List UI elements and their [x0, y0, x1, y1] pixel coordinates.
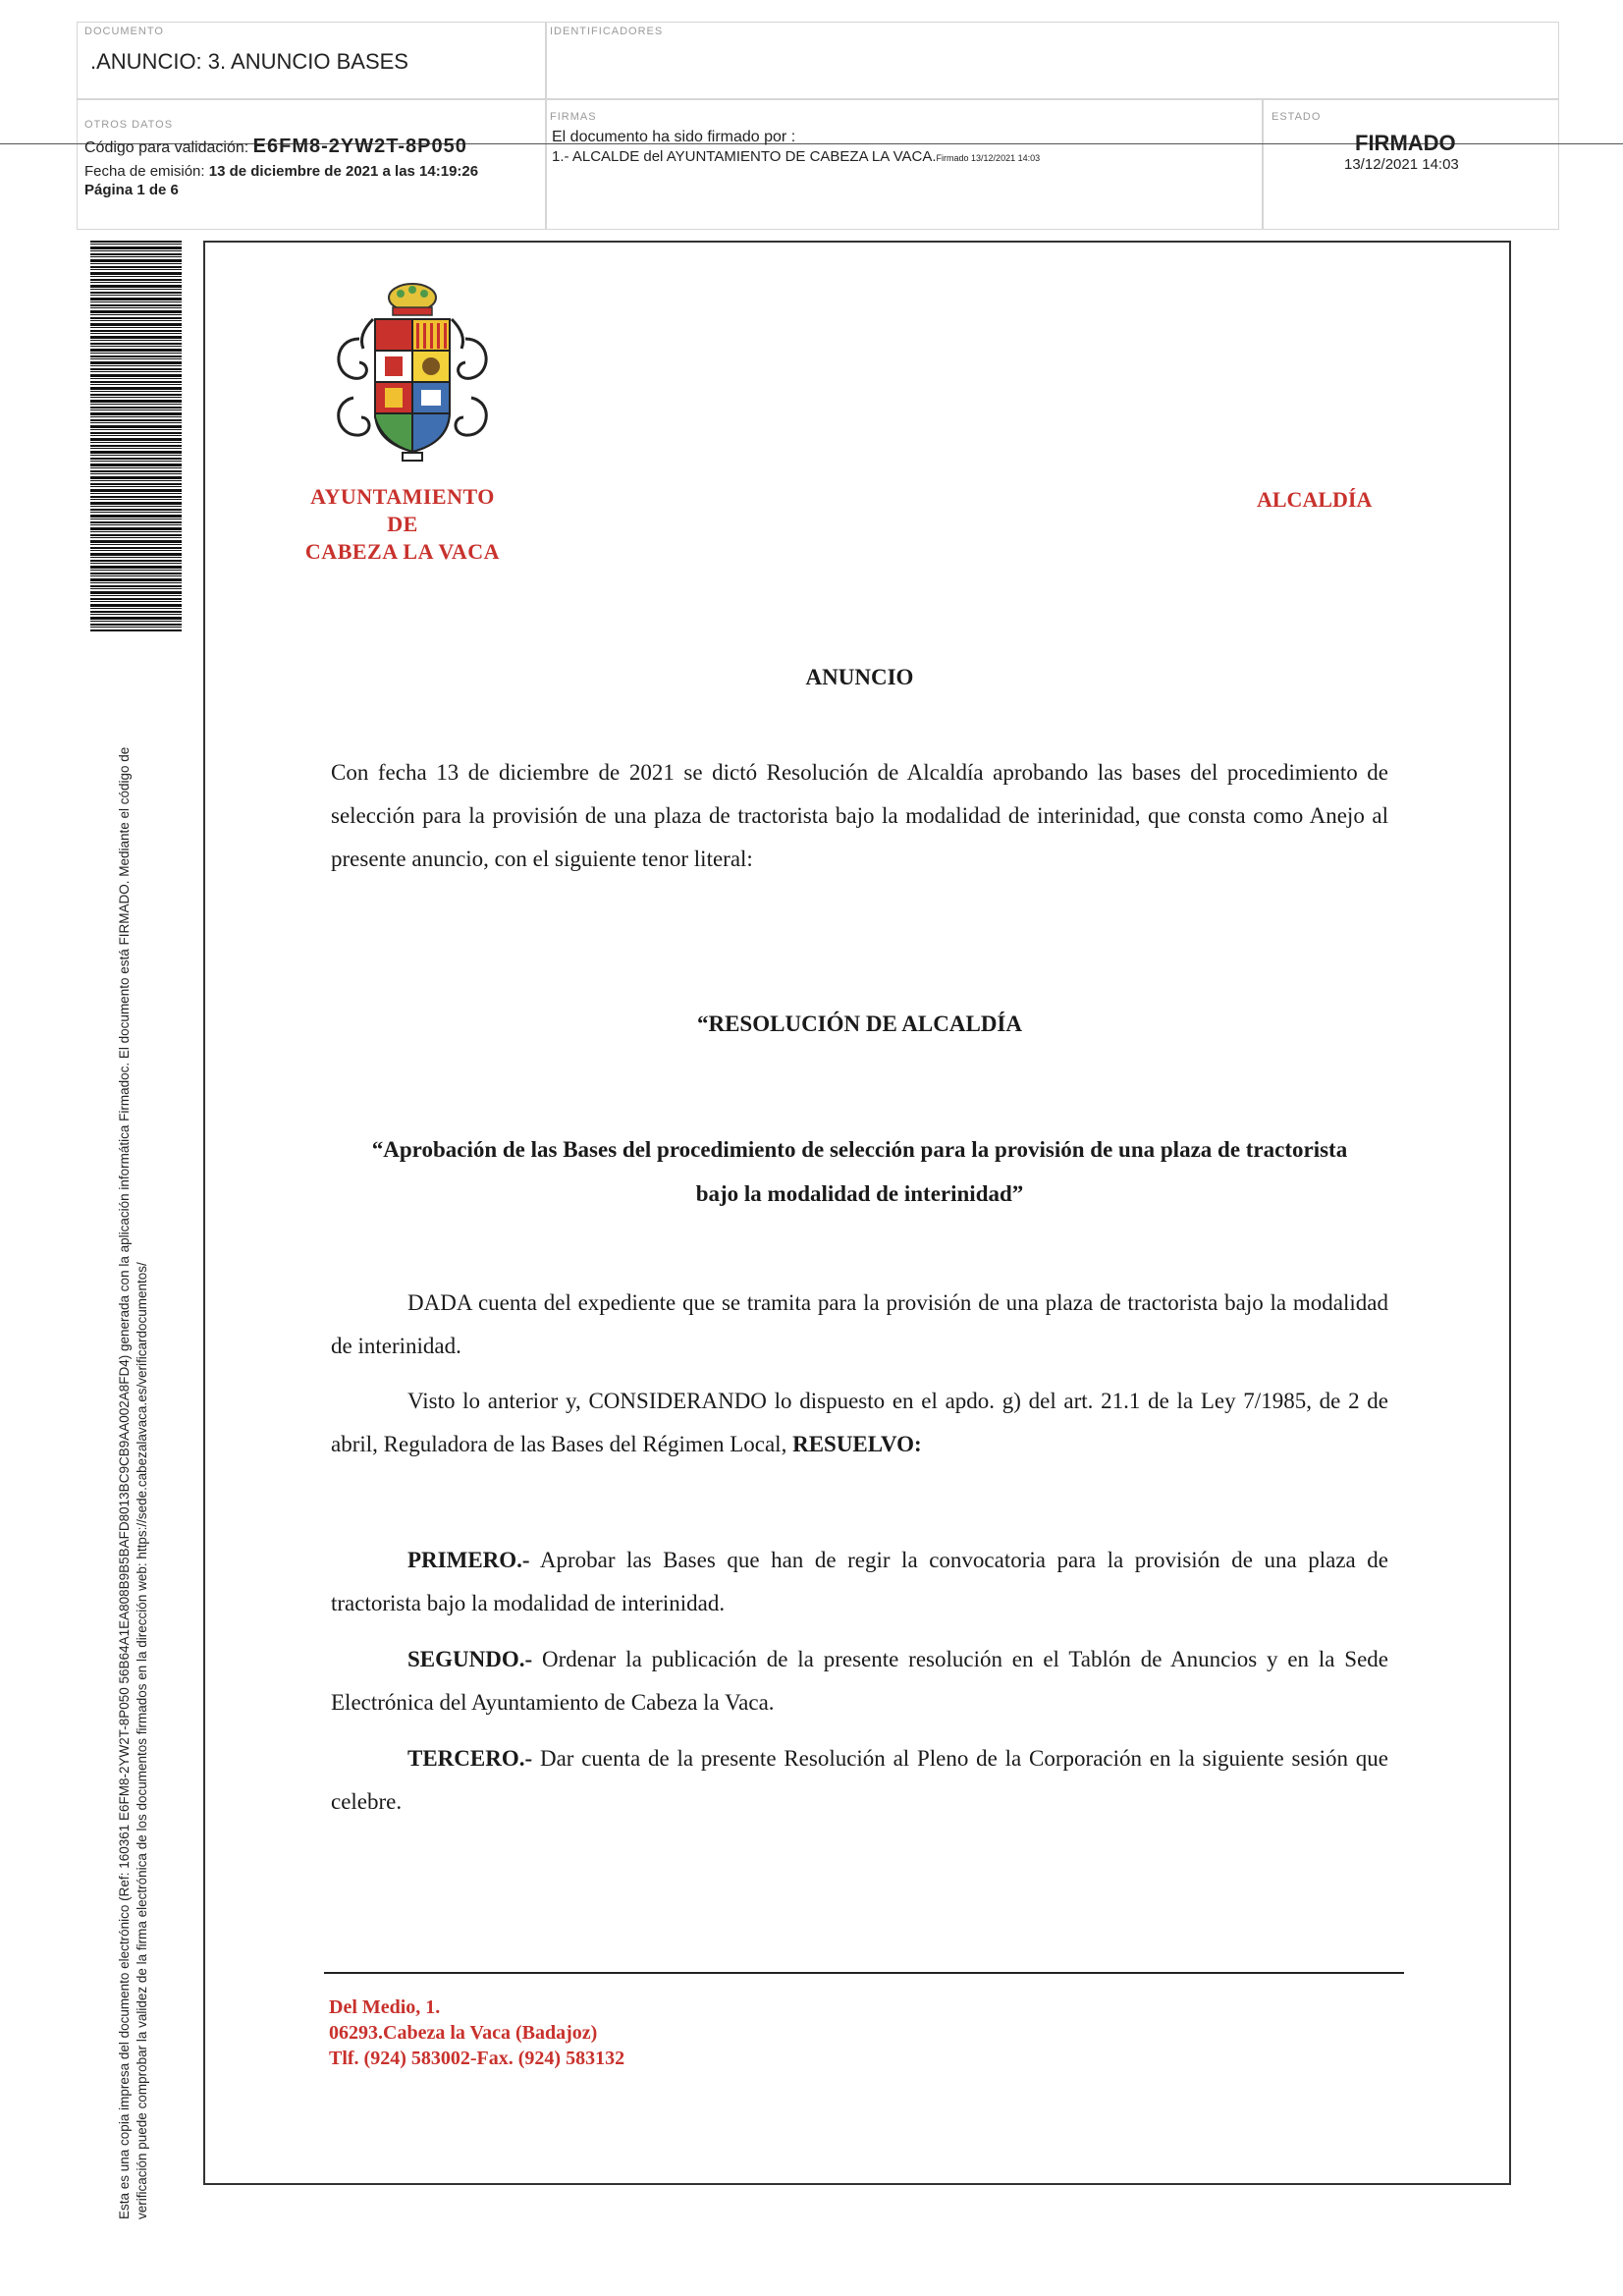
status-date: 13/12/2021 14:03 [1344, 156, 1459, 173]
footer-address-line2: 06293.Cabeza la Vaca (Badajoz) [329, 2022, 598, 2044]
issue-date-row [84, 162, 478, 181]
primero-label: PRIMERO.- [407, 1548, 530, 1572]
resolution-title: “RESOLUCIÓN DE ALCALDÍA [696, 1011, 1022, 1036]
intro-paragraph: Con fecha 13 de diciembre de 2021 se dictó Resolución de Alcaldía aprobando las bases del procedimiento de selección para la provisión de una plaza de tractorista bajo la modalidad de interinidad, que consta como Anejo al presente anuncio, con el siguiente tenor literal: [331, 760, 1388, 871]
segundo-text: Ordenar la publicación de la presente resolución en el Tablón de Anuncios y en la Sede Electrónica del Ayuntamiento de Cabeza la Vaca. [331, 1647, 1389, 1715]
org-name [255, 483, 550, 566]
signer-row [552, 147, 1040, 168]
org-name-line2: DE [387, 512, 418, 536]
department-name: ALCALDÍA [1257, 487, 1373, 512]
barcode [90, 241, 182, 631]
resolution-subject [331, 1127, 1388, 1216]
footer-phone: Tlf. (924) 583002-Fax. (924) 583132 [329, 2048, 625, 2069]
doc-title: .ANUNCIO: 3. ANUNCIO BASES [90, 49, 408, 74]
paragraph-visto-text: Visto lo anterior y, CONSIDERANDO lo dispuesto en el apdo. g) del art. 21.1 de la Ley 7/1985, de 2 de abril, Reguladora de las Bases del Régimen Local, [331, 1389, 1388, 1456]
footer-divider [324, 1972, 1404, 1974]
tercero-label: TERCERO.- [407, 1746, 533, 1771]
primero-text: Aprobar las Bases que han de regir la convocatoria para la provisión de una plaza de tractorista bajo la modalidad de interinidad. [331, 1548, 1388, 1615]
heading: ANUNCIO [805, 665, 914, 689]
tercero-text: Dar cuenta de la presente Resolución al Pleno de la Corporación en la siguiente sesión que celebre. [331, 1746, 1389, 1814]
issue-label: Fecha de emisión: [84, 163, 205, 180]
resuelvo-label: RESUELVO: [792, 1432, 922, 1456]
doc-label: DOCUMENTO [84, 26, 164, 37]
header-divider-status [1262, 98, 1264, 230]
signer-stamp: Firmado 13/12/2021 14:03 [936, 153, 1041, 163]
paragraph-dada [331, 1282, 1388, 1368]
status-label: ESTADO [1271, 111, 1322, 123]
validation-code: E6FM8-2YW2T-8P050 [252, 136, 467, 157]
org-name-line1: AYUNTAMIENTO [310, 484, 495, 509]
ident-label: IDENTIFICADORES [550, 26, 664, 37]
other-data-label: OTROS DATOS [84, 119, 174, 131]
validation-row [84, 137, 467, 157]
paragraph-primero [331, 1539, 1388, 1625]
paragraph-visto [331, 1380, 1388, 1466]
validation-label: Código para validación: [84, 139, 249, 156]
footer-address [329, 1995, 624, 2071]
side-note-line2: verificación puede comprobar la validez de la firma electrónica de los documentos firmados en la dirección web: https://sede.cabezalavaca.es/verificardocumentos/ [135, 1262, 149, 2219]
signer-name: 1.- ALCALDE del AYUNTAMIENTO DE CABEZA LA VACA. [552, 148, 937, 165]
paragraph-tercero [331, 1737, 1388, 1824]
subject-line1: “Aprobación de las Bases del procedimiento de selección para la provisión de una plaza de tractorista [371, 1137, 1348, 1162]
coat-of-arms-logo [324, 280, 501, 462]
side-note-line1: Esta es una copia impresa del documento electrónico (Ref: 160361 E6FM8-2YW2T-8P050 56B64A1EA808B9B5BAFD8013BC9CB9AA002A8FD4) generada con la aplicación informática Firmadoc. El documento está FIRMADO. Mediante el código de [117, 746, 132, 2219]
header-divider-ident [545, 22, 547, 230]
org-name-line3: CABEZA LA VACA [304, 539, 501, 564]
paragraph-segundo [331, 1638, 1388, 1724]
subject-line2: bajo la modalidad de interinidad” [695, 1181, 1024, 1206]
crown-icon [389, 284, 436, 315]
segundo-label: SEGUNDO.- [407, 1647, 533, 1671]
signed-by-intro: El documento ha sido firmado por : [552, 129, 796, 145]
page-info: Página 1 de 6 [84, 182, 179, 198]
issue-date: 13 de diciembre de 2021 a las 14:19:26 [208, 163, 479, 180]
footer-address-line1: Del Medio, 1. [329, 1996, 441, 2018]
paragraph-dada-text: DADA cuenta del expediente que se tramita para la provisión de una plaza de tractorista bajo la modalidad de interinidad. [331, 1290, 1388, 1358]
signatures-label: FIRMAS [550, 111, 597, 123]
status-value: FIRMADO [1355, 131, 1456, 155]
